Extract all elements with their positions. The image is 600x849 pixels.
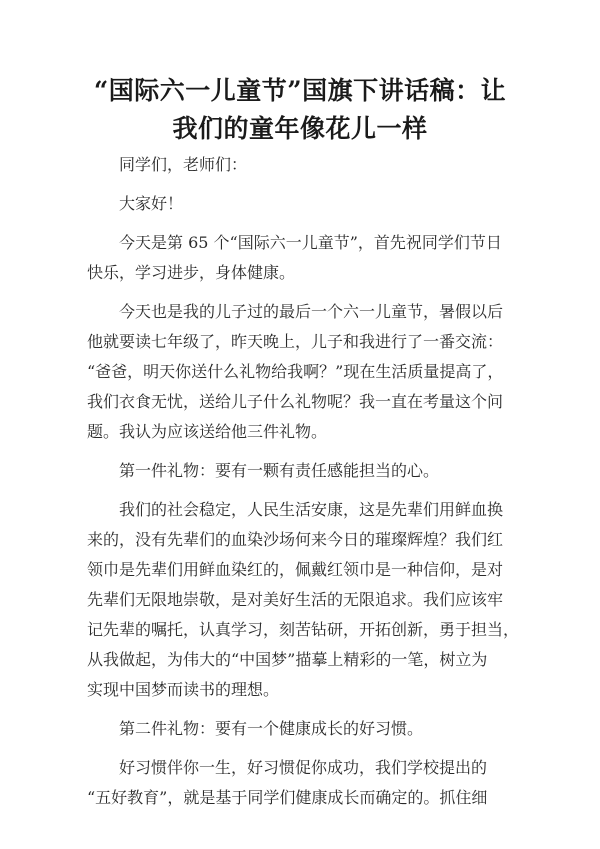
title-line-2: 我们的童年像花儿一样 — [172, 114, 428, 143]
text-line: 今天也是我的儿子过的最后一个六一儿童节，暑假以后 — [119, 302, 504, 321]
text-line: “爸爸，明天你送什么礼物给我啊？”现在生活质量提高了， — [87, 362, 504, 381]
text-line: 实现中国梦而读书的理想。 — [87, 680, 280, 699]
text-line: 记先辈的嘱托，认真学习，刻苦钻研，开拓创新，勇于担当， — [87, 620, 520, 639]
paragraph-greeting — [87, 150, 525, 180]
paragraph-intro — [87, 228, 525, 288]
text-line: 他就要读七年级了，昨天晚上，儿子和我进行了一番交流： — [87, 332, 504, 351]
document-body — [87, 150, 525, 822]
text-line: 同学们，老师们： — [119, 155, 248, 174]
text-line: 先辈们无限地崇敬，是对美好生活的无限追求。我们应该牢 — [87, 590, 504, 609]
paragraph-gift-one — [87, 456, 525, 486]
text-line: 快乐，学习进步，身体健康。 — [87, 263, 296, 282]
paragraph-son — [87, 297, 525, 447]
text-line: 第一件礼物：要有一颗有责任感能担当的心。 — [119, 461, 440, 480]
title-line-1: “国际六一儿童节”国旗下讲话稿：让 — [93, 76, 507, 105]
text-line: 我们的社会稳定，人民生活安康，这是先辈们用鲜血换 — [119, 500, 504, 519]
text-line: 从我做起，为伟大的“中国梦”描摹上精彩的一笔，树立为 — [87, 650, 488, 669]
text-line: 第二件礼物：要有一个健康成长的好习惯。 — [119, 719, 424, 738]
text-line: “五好教育”，就是基于同学们健康成长而确定的。抓住细 — [87, 788, 488, 807]
text-line: 来的，没有先辈们的血染沙场何来今日的璀璨辉煌？我们红 — [87, 530, 504, 549]
paragraph-hello — [87, 189, 525, 219]
document-title — [60, 72, 540, 148]
text-line: 领巾是先辈们用鲜血染红的，佩戴红领巾是一种信仰，是对 — [87, 560, 504, 579]
text-line: 好习惯伴你一生，好习惯促你成功，我们学校提出的 — [119, 758, 488, 777]
text-line: 大家好！ — [119, 194, 184, 213]
text-line: 我们衣食无忧，送给儿子什么礼物呢？我一直在考量这个问 — [87, 392, 504, 411]
paragraph-ancestors — [87, 495, 525, 705]
paragraph-habits — [87, 753, 525, 813]
text-line: 题。我认为应该送给他三件礼物。 — [87, 422, 328, 441]
text-line: 今天是第 65 个“国际六一儿童节”，首先祝同学们节日 — [119, 233, 502, 252]
paragraph-gift-two — [87, 714, 525, 744]
